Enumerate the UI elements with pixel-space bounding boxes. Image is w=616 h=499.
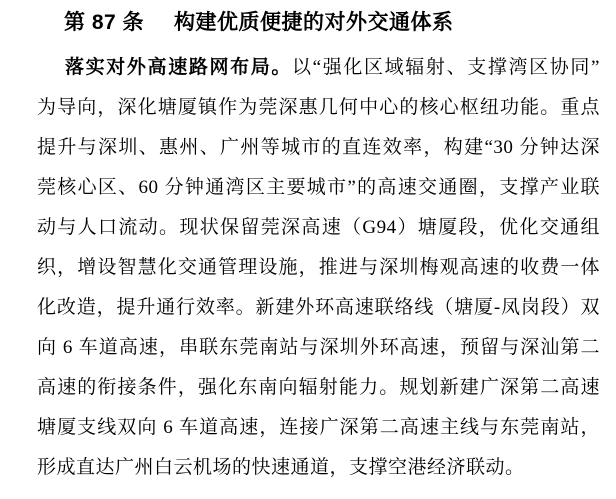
- text-line-10: 塘厦支线双向 6 车道高速，连接广深第二高速主线与东莞南站，: [37, 417, 600, 438]
- text-line-5: 动与人口流动。现状保留莞深高速（G94）塘厦段，优化交通组: [37, 217, 600, 238]
- text-line-7: 化改造，提升通行效率。新建外环高速联络线（塘厦-凤岗段）双: [37, 297, 600, 318]
- text-line-8: 向 6 车道高速，串联东莞南站与深圳外环高速，预留与深汕第二: [37, 337, 600, 358]
- text-line-2: 为导向，深化塘厦镇作为莞深惠几何中心的核心枢纽功能。重点: [37, 97, 600, 118]
- article-title: 构建优质便捷的对外交通体系: [174, 11, 454, 34]
- text-line-11: 形成直达广州白云机场的快速通道，支撑空港经济联动。: [37, 457, 525, 478]
- paragraph-lead-bold: 落实对外高速路网布局。: [65, 57, 293, 78]
- text-line-9: 高速的衔接条件，强化东南向辐射能力。规划新建广深第二高速: [37, 377, 600, 398]
- text-line-1: [37, 48, 600, 88]
- text-line-4: 莞核心区、60 分钟通湾区主要城市”的高速交通圈，支撑产业联: [37, 177, 600, 198]
- text-line-6: 织，增设智慧化交通管理设施，推进与深圳梅观高速的收费一体: [37, 257, 600, 278]
- body-paragraph: [37, 48, 600, 488]
- article-number: 第 87 条: [64, 11, 145, 34]
- text-line-3: 提升与深圳、惠州、广州等城市的直连效率，构建“30 分钟达深: [37, 137, 600, 158]
- article-heading: [64, 8, 454, 38]
- text-run: 以“强化区域辐射、支撑湾区协同”: [292, 57, 600, 78]
